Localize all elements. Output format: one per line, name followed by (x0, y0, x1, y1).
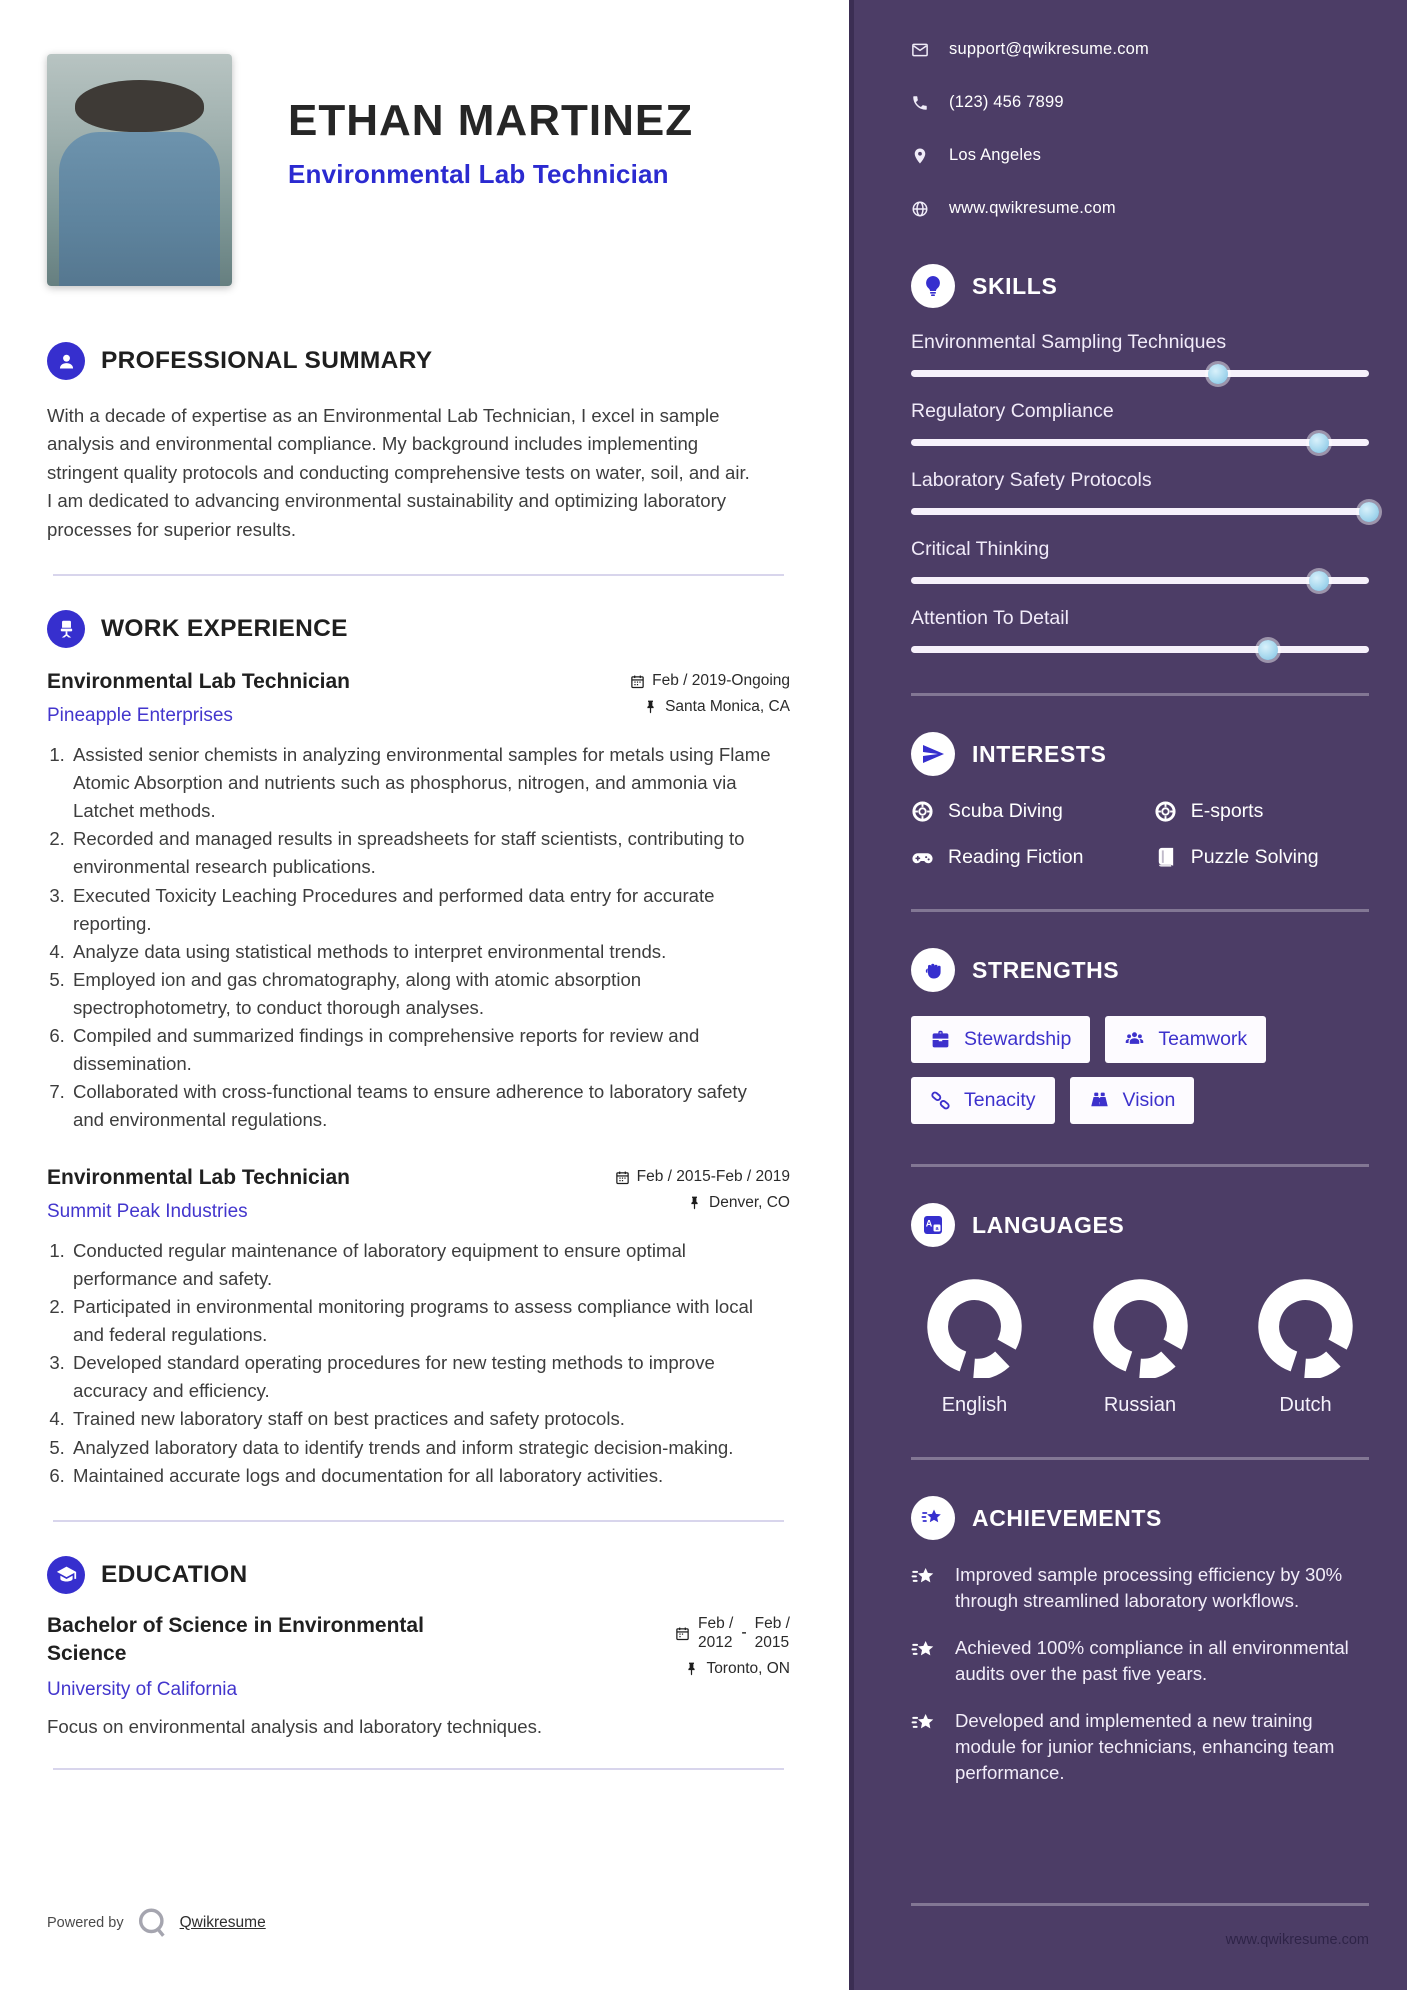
scuba-diving-icon (911, 800, 934, 823)
job-entry (47, 670, 790, 1134)
job-location: Denver, CO (709, 1194, 790, 1212)
strengths-section (911, 948, 1369, 1124)
edu-date-start: Feb / (698, 1614, 734, 1632)
skill-slider-thumb[interactable] (1208, 364, 1228, 384)
job-dates: Feb / 2019-Ongoing (652, 672, 790, 690)
company-link[interactable]: Pineapple Enterprises (47, 705, 233, 727)
sidebar-divider (911, 909, 1369, 912)
profile-photo (47, 54, 232, 286)
globe-icon (911, 200, 929, 218)
job-location: Santa Monica, CA (665, 698, 790, 716)
phone-icon (911, 94, 929, 112)
skill-slider-thumb[interactable] (1359, 502, 1379, 522)
interest-item: E-sports (1154, 800, 1369, 823)
candidate-name: ETHAN MARTINEZ (288, 96, 694, 145)
calendar-icon (615, 1170, 630, 1185)
strength-chip: Tenacity (911, 1077, 1055, 1124)
team-icon (1124, 1029, 1145, 1050)
summary-text: With a decade of expertise as an Environmental Lab Technician, I excel in sample analysis and environmental compliance. My background includes implementing stringent quality protocols and conducting comprehensive tests on water, soil, and air. I am dedicated to advancing environmental sustainability and optimizing laboratory processes for superior results. (47, 405, 750, 540)
skill-slider[interactable] (911, 508, 1369, 515)
office-chair-icon (47, 610, 85, 648)
interest-item: Reading Fiction (911, 846, 1154, 869)
contact-phone[interactable]: (123) 456 7899 (911, 93, 1369, 112)
pushpin-icon (687, 1196, 702, 1211)
sidebar-divider (911, 1457, 1369, 1460)
shooting-star-icon (911, 1710, 938, 1737)
strength-chip: Teamwork (1105, 1016, 1266, 1063)
strength-chip: Stewardship (911, 1016, 1090, 1063)
skill-item: Attention To Detail (911, 607, 1369, 653)
job-bullet: 4. Analyze data using statistical methods to interpret environmental trends. (70, 938, 777, 966)
job-bullet: 5. Employed ion and gas chromatography, along with atomic absorption spectrophotometry, to conduct thorough analyses. (70, 966, 777, 1022)
contact-block (911, 40, 1369, 218)
job-bullet-list (47, 1237, 777, 1490)
sidebar-divider (911, 1164, 1369, 1167)
briefcase-icon (930, 1029, 951, 1050)
job-bullet: 4. Trained new laboratory staff on best practices and safety protocols. (70, 1405, 777, 1433)
qwikresume-logo-icon (135, 1906, 169, 1940)
powered-by-footer (47, 1906, 790, 1952)
divider (53, 574, 784, 576)
skill-item: Laboratory Safety Protocols (911, 469, 1369, 515)
contact-email[interactable]: support@qwikresume.com (911, 40, 1369, 59)
strengths-heading: STRENGTHS (972, 956, 1120, 983)
paper-plane-icon (911, 732, 955, 776)
language-item: Dutch (1248, 1275, 1363, 1417)
school-link[interactable]: University of California (47, 1679, 238, 1701)
achievement-item: Developed and implemented a new training module for junior technicians, enhancing team performance. (911, 1708, 1369, 1787)
qwikresume-link[interactable]: Qwikresume (179, 1914, 266, 1931)
language-donut-chart (1089, 1275, 1192, 1378)
skill-slider[interactable] (911, 370, 1369, 377)
languages-section (911, 1203, 1369, 1417)
job-bullet: 6. Compiled and summarized findings in comprehensive reports for review and dissemination. (70, 1022, 777, 1078)
job-bullet: 1. Conducted regular maintenance of laboratory equipment to ensure optimal performance and safety. (70, 1237, 777, 1293)
job-bullet: 1. Assisted senior chemists in analyzing environmental samples for metals using Flame Atomic Absorption and nutrients such as phosphorus, nitrogen, and ammonia via Latchet methods. (70, 741, 777, 825)
work-experience-section (47, 610, 790, 1489)
skills-section (911, 264, 1369, 653)
esports-icon (1154, 800, 1177, 823)
achievement-item: Achieved 100% compliance in all environmental audits over the past five years. (911, 1635, 1369, 1688)
education-section: EDUCATION Bachelor of Science in Environmental Science University of California Feb / 2012 - Feb / 2015 Toronto, ON Focus on environmental analysis and laboratory techniques. (47, 1556, 790, 1739)
languages-heading: LANGUAGES (972, 1211, 1125, 1238)
envelope-icon (911, 41, 929, 59)
job-title: Environmental Lab Technician (47, 670, 351, 694)
divider (53, 1768, 784, 1770)
achievements-heading: ACHIEVEMENTS (972, 1504, 1162, 1531)
shooting-star-icon (911, 1637, 938, 1664)
svg-text:A: A (925, 1218, 933, 1229)
pushpin-icon (643, 700, 658, 715)
edu-date-end: Feb / (754, 1614, 790, 1632)
skill-slider[interactable] (911, 577, 1369, 584)
chain-link-icon (930, 1090, 951, 1111)
language-item: English (917, 1275, 1032, 1417)
job-bullet: 2. Participated in environmental monitoring programs to assess compliance with local and federal regulations. (70, 1293, 777, 1349)
binoculars-icon (1089, 1090, 1110, 1111)
calendar-icon (675, 1626, 690, 1641)
job-entry (47, 1166, 790, 1490)
date-separator: - (741, 1624, 747, 1641)
skill-slider-thumb[interactable] (1309, 433, 1329, 453)
shooting-star-icon (911, 1496, 955, 1540)
job-title: Environmental Lab Technician (47, 1166, 351, 1190)
lightbulb-icon (911, 264, 955, 308)
achievements-section (911, 1496, 1369, 1787)
skill-item: Environmental Sampling Techniques (911, 331, 1369, 377)
sidebar-divider (911, 693, 1369, 696)
job-bullet: 7. Collaborated with cross-functional teams to ensure adherence to laboratory safety and environmental regulations. (70, 1078, 777, 1134)
identity-header (47, 54, 790, 286)
interest-item: Scuba Diving (911, 800, 1154, 823)
person-icon (47, 342, 85, 380)
summary-heading: PROFESSIONAL SUMMARY (101, 347, 433, 374)
skill-slider[interactable] (911, 646, 1369, 653)
sidebar (849, 0, 1407, 1990)
graduation-cap-icon (47, 1556, 85, 1594)
skill-item: Critical Thinking (911, 538, 1369, 584)
language-item: Russian (1083, 1275, 1198, 1417)
skill-slider-thumb[interactable] (1258, 640, 1278, 660)
job-bullet: 6. Maintained accurate logs and documentation for all laboratory activities. (70, 1462, 777, 1490)
job-bullet: 3. Developed standard operating procedures for new testing methods to improve accuracy and efficiency. (70, 1349, 777, 1405)
pushpin-icon (684, 1662, 699, 1677)
translate-icon (911, 1203, 955, 1247)
skill-slider-thumb[interactable] (1309, 571, 1329, 591)
work-heading: WORK EXPERIENCE (101, 615, 348, 643)
summary-section (47, 342, 790, 544)
contact-location: Los Angeles (911, 146, 1369, 165)
svg-text:a: a (935, 1226, 939, 1233)
book-icon (1154, 846, 1177, 869)
education-note: Focus on environmental analysis and laboratory techniques. (47, 1716, 543, 1738)
skill-item: Regulatory Compliance (911, 400, 1369, 446)
job-dates: Feb / 2015-Feb / 2019 (636, 1168, 790, 1186)
map-pin-icon (911, 147, 929, 165)
calendar-icon (630, 674, 645, 689)
powered-by-label: Powered by (47, 1915, 124, 1931)
edu-location: Toronto, ON (706, 1660, 790, 1678)
job-bullet: 3. Executed Toxicity Leaching Procedures and performed data entry for accurate reporting. (70, 882, 777, 938)
shooting-star-icon (911, 1564, 938, 1591)
degree-title: Bachelor of Science in Environmental Science (47, 1613, 424, 1665)
language-donut-chart (1254, 1275, 1357, 1378)
company-link[interactable]: Summit Peak Industries (47, 1201, 248, 1223)
interests-section (911, 732, 1369, 869)
candidate-job-title: Environmental Lab Technician (288, 159, 669, 189)
fist-icon (911, 948, 955, 992)
job-bullet-list (47, 741, 777, 1134)
gamepad-icon (911, 846, 934, 869)
strength-chip: Vision (1070, 1077, 1195, 1124)
contact-website[interactable]: www.qwikresume.com (911, 199, 1369, 218)
education-heading: EDUCATION (101, 1560, 248, 1588)
job-bullet: 2. Recorded and managed results in spreadsheets for staff scientists, contributing to environmental research publications. (70, 825, 777, 881)
skills-heading: SKILLS (972, 272, 1058, 299)
divider (53, 1520, 784, 1522)
interest-item: Puzzle Solving (1154, 846, 1369, 869)
sidebar-divider (911, 1903, 1369, 1906)
sidebar-website-link[interactable]: www.qwikresume.com (1225, 1932, 1369, 1948)
skill-slider[interactable] (911, 439, 1369, 446)
job-bullet: 5. Analyzed laboratory data to identify trends and inform strategic decision-making. (70, 1434, 777, 1462)
language-donut-chart (923, 1275, 1026, 1378)
interests-heading: INTERESTS (972, 740, 1107, 767)
achievement-item: Improved sample processing efficiency by 30% through streamlined laboratory workflows. (911, 1562, 1369, 1615)
